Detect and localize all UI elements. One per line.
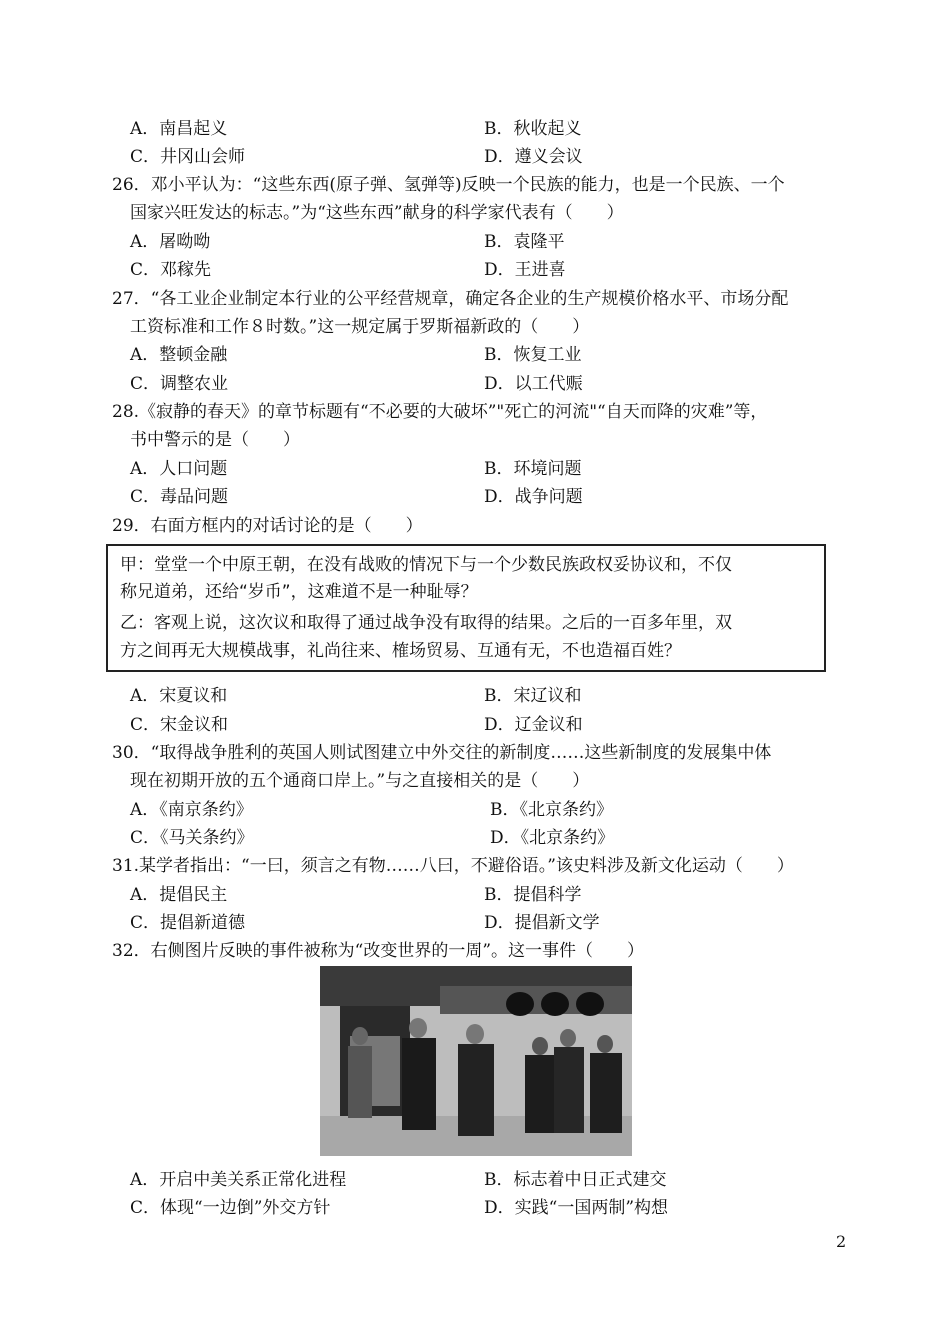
q27-option-d: D．以工代赈 xyxy=(484,374,583,394)
q30-stem-line1: 30．“取得战争胜利的英国人则试图建立中外交往的新制度……这些新制度的发展集中体 xyxy=(112,743,772,763)
dialog-box xyxy=(106,544,826,672)
q27-stem-line2: 工资标准和工作８时数。”这一规定属于罗斯福新政的（ ） xyxy=(130,317,590,337)
q31-option-c: C．提倡新道德 xyxy=(130,913,246,933)
q29-option-c: C．宋金议和 xyxy=(130,715,229,735)
q32-option-c: C．体现“一边倒”外交方针 xyxy=(130,1198,331,1218)
q25-option-a: A．南昌起义 xyxy=(130,119,228,139)
q26-stem-line1: 26．邓小平认为：“这些东西(原子弹、氢弹等)反映一个民族的能力，也是一个民族、一个 xyxy=(112,175,785,195)
q31-option-d: D．提倡新文学 xyxy=(484,913,600,933)
q30-option-a: A．《南京条约》 xyxy=(130,800,253,820)
q26-stem-line2: 国家兴旺发达的标志。”为“这些东西”献身的科学家代表有（ ） xyxy=(130,203,624,223)
page-number: 2 xyxy=(836,1232,847,1251)
q27-stem-line1: 27．“各工业企业制定本行业的公平经营规章，确定各企业的生产规模价格水平、市场分配 xyxy=(112,289,789,309)
q28-option-c: C．毒品问题 xyxy=(130,487,229,507)
q25-option-d: D．遵义会议 xyxy=(484,147,583,167)
q32-option-b: B．标志着中日正式建交 xyxy=(484,1170,667,1190)
q29-option-b: B．宋辽议和 xyxy=(484,686,582,706)
historical-photo xyxy=(320,966,632,1156)
q26-option-a: A．屠呦呦 xyxy=(130,232,211,252)
photo-illustration xyxy=(320,966,632,1156)
q30-option-c: C．《马关条约》 xyxy=(130,828,254,848)
q30-option-b: B．《北京条约》 xyxy=(490,800,613,820)
q31-option-b: B．提倡科学 xyxy=(484,885,582,905)
q32-stem: 32．右侧图片反映的事件被称为“改变世界的一周”。这一事件（ ） xyxy=(112,941,645,961)
q28-stem-line1: 28.《寂静的春天》的章节标题有“不必要的大破坏”"死亡的河流"“自天而降的灾难”等， xyxy=(112,402,768,422)
q31-option-a: A．提倡民主 xyxy=(130,885,228,905)
q29-stem: 29．右面方框内的对话讨论的是（ ） xyxy=(112,516,423,536)
q27-option-c: C．调整农业 xyxy=(130,374,229,394)
q28-stem-line2: 书中警示的是（ ） xyxy=(130,430,300,450)
q27-option-a: A．整顿金融 xyxy=(130,345,228,365)
q30-stem-line2: 现在初期开放的五个通商口岸上。”与之直接相关的是（ ） xyxy=(130,771,590,791)
q26-option-b: B．袁隆平 xyxy=(484,232,565,252)
q25-option-b: B．秋收起义 xyxy=(484,119,582,139)
dialog-line-3: 乙：客观上说，这次议和取得了通过战争没有取得的结果。之后的一百多年里，双 xyxy=(120,613,732,633)
q27-option-b: B．恢复工业 xyxy=(484,345,582,365)
q30-option-d: D．《北京条约》 xyxy=(490,828,615,848)
q32-option-a: A．开启中美关系正常化进程 xyxy=(130,1170,347,1190)
q29-option-d: D．辽金议和 xyxy=(484,715,583,735)
q28-option-a: A．人口问题 xyxy=(130,459,228,479)
q31-stem: 31.某学者指出：“一曰，须言之有物……八曰，不避俗语。”该史料涉及新文化运动（ ） xyxy=(112,856,794,876)
q26-option-c: C．邓稼先 xyxy=(130,260,212,280)
dialog-line-1: 甲：堂堂一个中原王朝，在没有战败的情况下与一个少数民族政权妥协议和，不仅 xyxy=(120,555,732,575)
q26-option-d: D．王进喜 xyxy=(484,260,566,280)
dialog-line-2: 称兄道弟，还给“岁币”，这难道不是一种耻辱？ xyxy=(120,582,478,602)
q28-option-d: D．战争问题 xyxy=(484,487,583,507)
q32-option-d: D．实践“一国两制”构想 xyxy=(484,1198,669,1218)
q28-option-b: B．环境问题 xyxy=(484,459,582,479)
q29-option-a: A．宋夏议和 xyxy=(130,686,228,706)
q25-option-c: C．井冈山会师 xyxy=(130,147,246,167)
dialog-line-4: 方之间再无大规模战事，礼尚往来、榷场贸易、互通有无，不也造福百姓？ xyxy=(120,641,681,661)
